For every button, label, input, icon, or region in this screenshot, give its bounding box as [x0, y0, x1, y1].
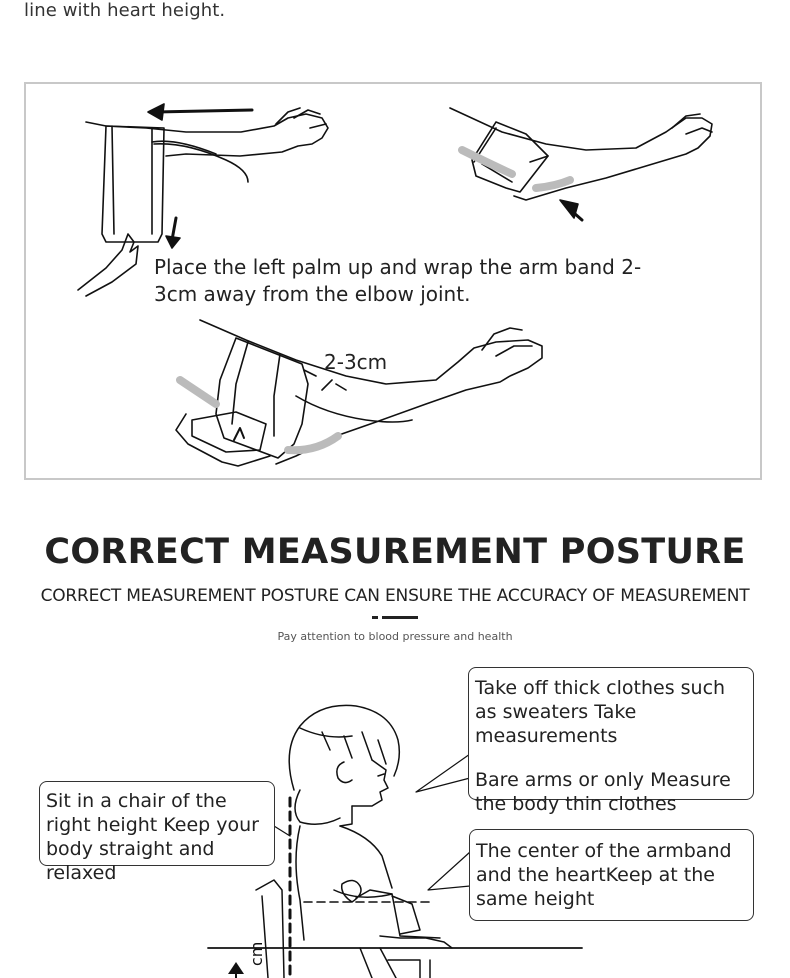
distance-label: 2-3cm	[324, 350, 388, 374]
title-divider	[372, 616, 418, 620]
clothes-callout	[468, 667, 754, 815]
clothes-callout-text-1: Take off thick clothes such as sweaters Take measurements	[475, 677, 726, 747]
heart-level-callout-text: The center of the armband and the heartKeep at the same height	[476, 840, 732, 910]
arm-drawing-3	[176, 320, 542, 466]
chair-height-label: cm	[247, 941, 266, 966]
chair-callout	[39, 781, 275, 884]
section-title: CORRECT MEASUREMENT POSTURE	[44, 532, 746, 572]
divider-bar	[382, 616, 418, 619]
divider-dot	[372, 616, 378, 619]
person-drawing	[289, 705, 452, 948]
previous-instruction-text: line with heart height.	[24, 0, 226, 21]
clothes-callout-text-2: Bare arms or only Measure the body thin clothes	[475, 769, 731, 815]
cuff-placement-instruction: Place the left palm up and wrap the arm band 2-3cm away from the elbow joint.	[154, 255, 642, 306]
heart-level-callout	[469, 829, 754, 921]
wrap-direction-arrow	[156, 110, 252, 112]
arm-drawing-2	[450, 108, 712, 200]
section-tagline: Pay attention to blood pressure and health	[277, 630, 513, 643]
cuff-application-illustration	[24, 82, 762, 480]
chair-callout-text: Sit in a chair of the right height Keep your body straight and relaxed	[46, 790, 259, 884]
section-subtitle: CORRECT MEASUREMENT POSTURE CAN ENSURE THE ACCURACY OF MEASUREMENT	[40, 586, 750, 606]
